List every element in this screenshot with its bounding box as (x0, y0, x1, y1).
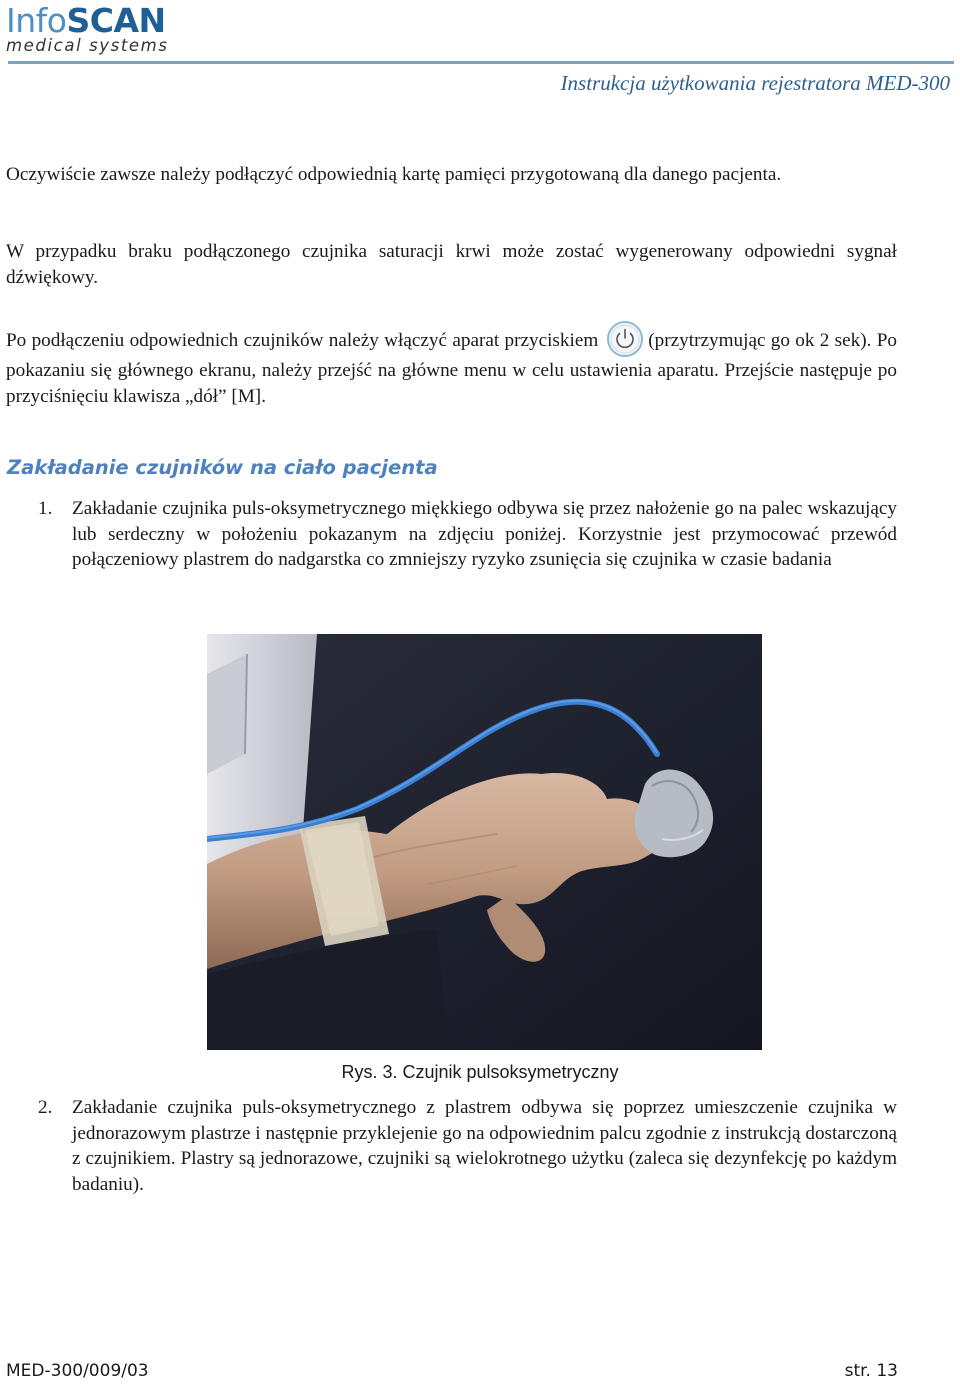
list-item-number: 1. (38, 498, 53, 519)
paragraph-power-on (6, 320, 897, 409)
section-heading: Zakładanie czujników na ciało pacjenta (7, 456, 438, 479)
list-item-number: 2. (38, 1097, 53, 1118)
sensor-photo (207, 634, 762, 1050)
company-logo (6, 1, 169, 55)
list-item-text: Zakładanie czujnika puls-oksymetrycznego miękkiego odbywa się przez nałożenie go na palec wskazujący lub serdeczny w położeniu pokazanym na zdjęciu poniżej. Korzystnie jest przymocować przewód połączeniowy plastrem do nadgarstka co zmniejszy ryzyko zsunięcia się czujnika w czasie badania (72, 498, 897, 570)
document-title: Instrukcja użytkowania rejestratora MED-300 (560, 71, 950, 95)
paragraph-sensor-alarm: W przypadku braku podłączonego czujnika saturacji krwi może zostać wygenerowany odpowiedni sygnał dźwiękowy. (6, 241, 897, 288)
logo-subtitle: medical systems (6, 36, 169, 55)
footer-page-number: str. 13 (844, 1361, 898, 1381)
list-item-patch-sensor (38, 1095, 897, 1197)
logo-scan-text: SCAN (66, 1, 166, 40)
header-divider (8, 61, 954, 64)
footer-doc-id: MED-300/009/03 (6, 1361, 149, 1381)
power-button-icon (606, 320, 644, 358)
figure-caption: Rys. 3. Czujnik pulsoksymetryczny (341, 1062, 619, 1082)
logo-info-text: Info (6, 1, 67, 40)
list-item-soft-sensor (38, 496, 897, 573)
paragraph-memory-card: Oczywiście zawsze należy podłączyć odpowiednią kartę pamięci przygotowaną dla danego pacjenta. (6, 164, 782, 185)
power-on-text-before: Po podłączeniu odpowiednich czujników należy włączyć aparat przyciskiem (6, 330, 599, 351)
power-on-text-after: (przytrzymując go ok 2 sek). Po pokazaniu się głównego ekranu, należy przejść na główne menu w celu ustawienia aparatu. Przejście następuje po przyciśnięciu klawisza „dół” [M]. (6, 330, 897, 407)
logo-wordmark (6, 1, 169, 40)
list-item-text: Zakładanie czujnika puls-oksymetrycznego z plastrem odbywa się poprzez umieszczenie czujnika w jednorazowym plastrze i następnie przyklejenie go na odpowiednim palcu zgodnie z instrukcją dostarczoną z czujnikiem. Plastry są jednorazowe, czujniki są wielokrotnego użytku (zaleca się dezynfekcję po każdym badaniu). (72, 1097, 897, 1195)
